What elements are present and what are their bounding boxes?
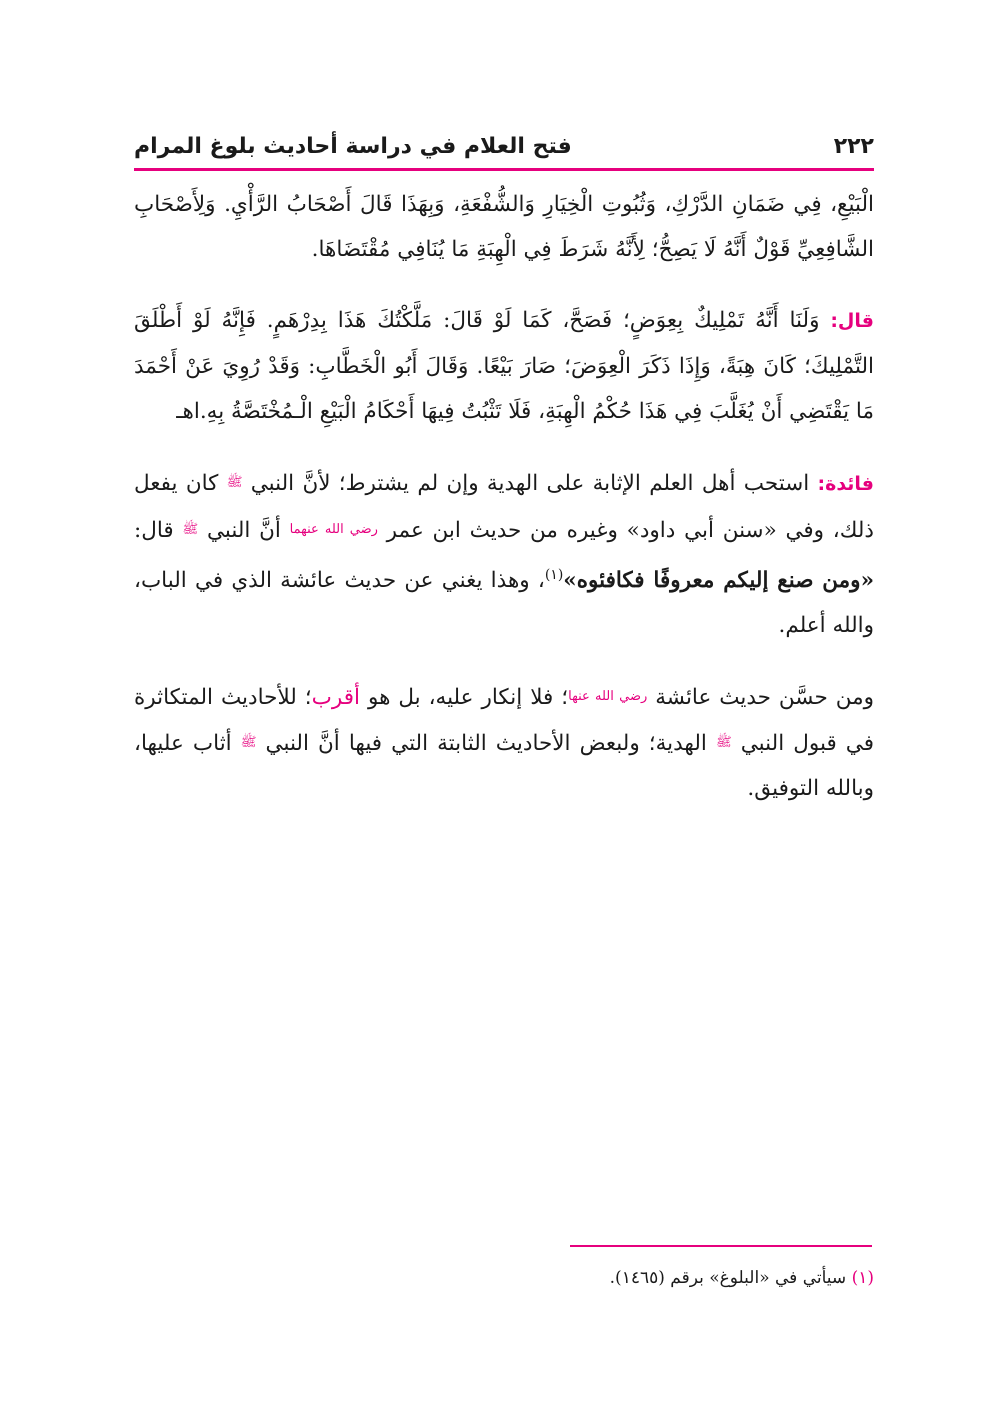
paragraph-1-text: الْبَيْعِ، فِي ضَمَانِ الدَّرْكِ، وَثُبُوتِ الْخِيَارِ وَالشُّفْعَةِ، وَبِهَذَا قَالَ أَصْحَابُ الرَّأْيِ. وَلِأَصْحَابِ الشَّافِعِيِّ قَوْلٌ أَنَّهُ لَا يَصِحُّ؛ لِأَنَّهُ شَرَطَ فِي الْهِبَةِ مَا يُنَافِي مُقْتَضَاهَا.: [134, 192, 874, 262]
paragraph-4-text-d: الهدية؛ ولبعض الأحاديث الثابتة التي فيها أنَّ النبي: [265, 731, 707, 756]
faida-label: فائدة:: [817, 473, 874, 495]
paragraph-3-text-a: استحب أهل العلم الإثابة على الهدية وإن لم يشترط؛ لأنَّ النبي: [250, 471, 810, 496]
footnote-marker: (١): [851, 1268, 874, 1288]
paragraph-3-text-e: ، وهذا يغني عن حديث عائشة الذي في الباب، والله أعلم.: [134, 568, 874, 638]
paragraph-1: [134, 182, 874, 272]
book-title: فتح العلام في دراسة أحاديث بلوغ المرام: [134, 133, 572, 159]
aqrab-word: أقرب: [311, 685, 360, 710]
paragraph-3: [134, 460, 874, 648]
page-body: [134, 182, 874, 837]
paragraph-4: [134, 674, 874, 811]
paragraph-3-text-d: قال:: [134, 518, 174, 543]
paragraph-4-text-c: ؛ للأحاديث المتكاثرة في قبول النبي: [134, 685, 875, 756]
footnote: [134, 1263, 874, 1293]
qal-label: قال:: [830, 310, 874, 332]
paragraph-3-text-c: أنَّ النبي: [206, 518, 281, 543]
footnote-divider: [570, 1245, 872, 1247]
footnote-ref: (١): [544, 567, 564, 583]
footnote-text: سيأتي في «البلوغ» برقم (١٤٦٥).: [609, 1268, 847, 1288]
salla-honorific-icon: ﷺ: [226, 475, 243, 490]
hadith-quote: «ومن صنع إليكم معروفًا فكافئوه»: [563, 568, 875, 593]
salla-honorific-icon: ﷺ: [182, 522, 199, 537]
radiya-anhuma-honorific-icon: رضي الله عنهما: [289, 522, 378, 537]
paragraph-4-text-e: أثاب عليها، وبالله التوفيق.: [134, 731, 874, 801]
paragraph-2-text: وَلَنَا أَنَّهُ تَمْلِيكٌ بِعِوَضٍ؛ فَصَحَّ، كَمَا لَوْ قَالَ: مَلَّكْتُكَ هَذَا بِدِرْهَمٍ. فَإِنَّهُ لَوْ أَطْلَقَ التَّمْلِيكَ؛ كَانَ هِبَةً، وَإِذَا ذَكَرَ الْعِوَضَ؛ صَارَ بَيْعًا. وَقَالَ أَبُو الْخَطَّابِ: وَقَدْ رُوِيَ عَنْ أَحْمَدَ مَا يَقْتَضِي أَنْ يُغَلَّبَ فِي هَذَا حُكْمُ الْهِبَةِ، فَلَا تَثْبُتُ فِيهَا أَحْكَامُ الْبَيْعِ الْـمُخْتَصَّةُ بِهِ.اهـ: [134, 308, 874, 424]
salla-honorific-icon: ﷺ: [240, 735, 257, 750]
radiya-anha-honorific-icon: رضي الله عنها: [568, 689, 648, 704]
paragraph-4-text-b: ؛ فلا إنكار عليه، بل هو: [367, 685, 569, 710]
salla-honorific-icon: ﷺ: [715, 735, 732, 750]
page-number: ٢٢٢: [833, 133, 874, 159]
page-header: [134, 128, 874, 164]
paragraph-4-text-a: ومن حسَّن حديث عائشة: [655, 685, 874, 710]
paragraph-3-text-b: كان يفعل ذلك، وفي «سنن أبي داود» وغيره من حديث ابن عمر: [134, 471, 874, 543]
header-divider: [134, 168, 874, 171]
paragraph-2: [134, 298, 874, 434]
